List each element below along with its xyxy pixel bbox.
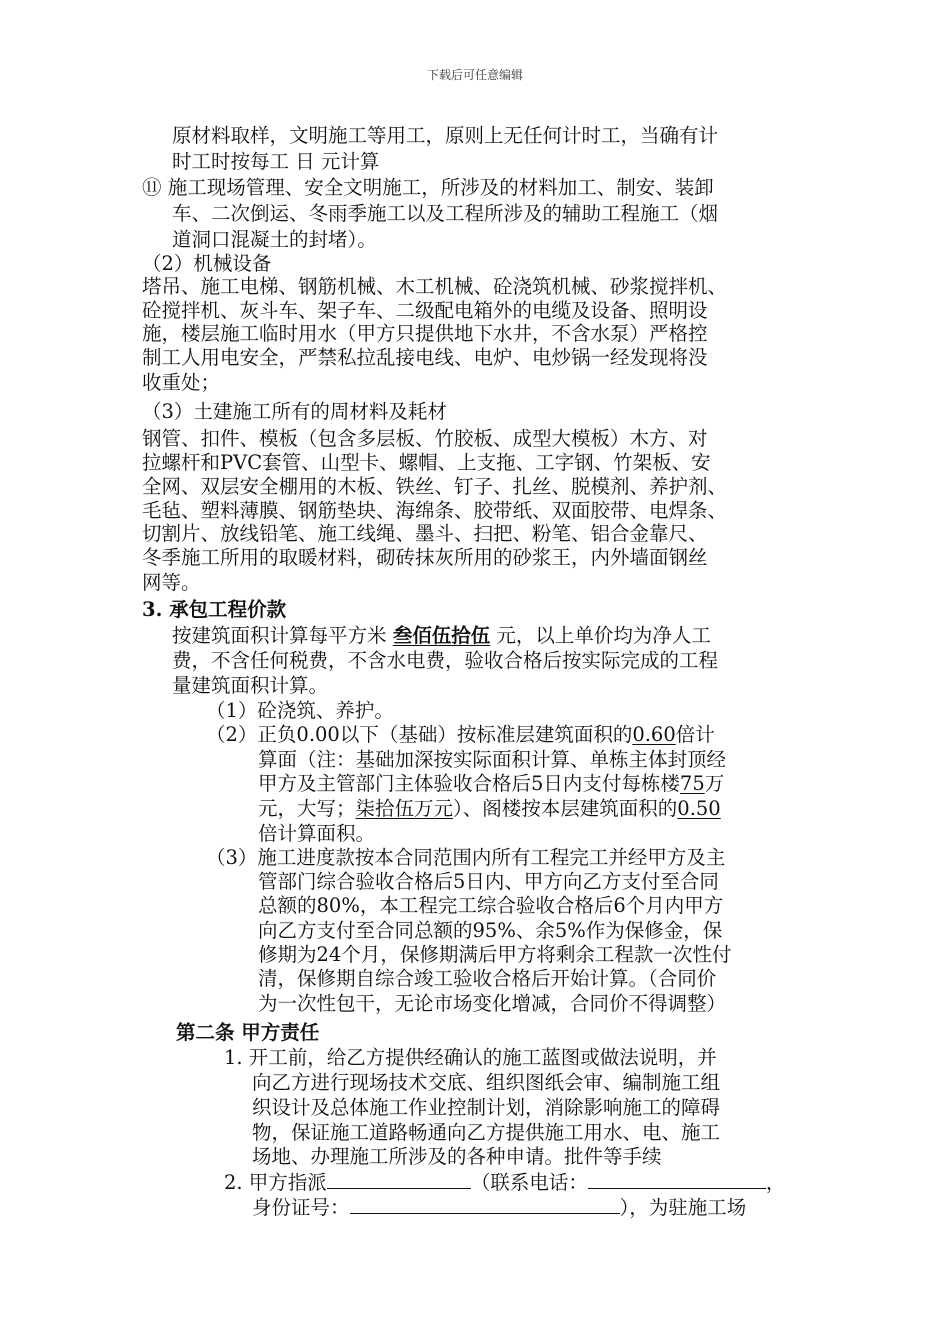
text-line: [258, 797, 721, 821]
text-span: 身份证号：: [252, 1196, 350, 1219]
page-header: 下载后可任意编辑: [426, 68, 523, 82]
text-line: （3）施工进度款按本合同范围内所有工程完工并经甲方及主: [206, 846, 726, 869]
text-line: 织设计及总体施工作业控制计划，消除影响施工的障碍: [252, 1096, 721, 1119]
text-line: [206, 723, 715, 747]
text-line: 量建筑面积计算。: [172, 674, 329, 697]
phone-blank: [588, 1170, 766, 1189]
text-line: 向乙方支付至合同总额的95%、余5%作为保修金，保: [258, 919, 723, 942]
text-line: [252, 1195, 746, 1220]
text-line: 清，保修期自综合竣工验收合格后开始计算。（合同价: [258, 967, 717, 990]
underlined-value: 柒拾伍万元: [355, 797, 454, 820]
text-line: 网等。: [142, 571, 201, 594]
text-line: 费，不含任何税费，不含水电费，验收合格后按实际完成的工程: [172, 649, 719, 672]
text-span: ）、阁楼按本层建筑面积的: [453, 797, 678, 820]
text-span: 万: [704, 772, 725, 795]
text-line: （3）土建施工所有的周材料及耗材: [142, 400, 447, 423]
text-span: 甲方及主管部门主体验收合格后5日内支付每栋楼: [258, 772, 680, 795]
text-span: （联系电话：: [470, 1171, 588, 1194]
text-line: 塔吊、施工电梯、钢筋机械、木工机械、砼浇筑机械、砂浆搅拌机、: [142, 275, 728, 298]
text-line: [224, 1170, 785, 1195]
text-line: 管部门综合验收合格后5日内、甲方向乙方支付至合同: [258, 870, 719, 893]
text-line: 毛毡、塑料薄膜、钢筋垫块、海绵条、胶带纸、双面胶带、电焊条、: [142, 499, 728, 522]
underlined-value: 0.50: [677, 797, 721, 820]
text-line: 场地、办理施工所涉及的各种申请。批件等手续: [252, 1145, 662, 1168]
text-line: [258, 772, 724, 796]
text-line: [172, 624, 711, 648]
text-span: 按建筑面积计算每平方米: [172, 624, 393, 647]
text-line: 物，保证施工道路畅通向乙方提供施工用水、电、施工: [252, 1121, 721, 1144]
text-line: 拉螺杆和PVC套管、山型卡、螺帽、上支拖、工字钢、竹架板、安: [142, 451, 711, 474]
text-span: 倍计: [675, 723, 715, 746]
underlined-value: 0.60: [632, 723, 676, 746]
text-line: 总额的80%，本工程完工综合验收合格后6个月内甲方: [258, 894, 724, 917]
text-span: 元，大写；: [258, 797, 356, 820]
text-line: 全网、双层安全棚用的木板、铁丝、钉子、扎丝、脱模剂、养护剂、: [142, 475, 728, 498]
representative-name-blank: [327, 1170, 471, 1189]
text-line: （2）机械设备: [142, 252, 272, 275]
text-line: （1）砼浇筑、养护。: [206, 699, 394, 722]
text-line: 算面（注：基础加深按实际面积计算、单栋主体封顶经: [258, 748, 727, 771]
article-heading: 第二条 甲方责任: [176, 1021, 320, 1044]
text-span: 2. 甲方指派: [224, 1171, 327, 1194]
text-line: 车、二次倒运、冬雨季施工以及工程所涉及的辅助工程施工（烟: [172, 202, 719, 225]
text-line: 为一次性包干，无论市场变化增减，合同价不得调整）: [258, 992, 727, 1015]
text-line: 施，楼层施工临时用水（甲方只提供地下水井，不含水泵）严格控: [142, 322, 708, 345]
text-line: 时工时按每工 日 元计算: [172, 150, 380, 173]
text-span: ），为驻施工场: [619, 1196, 747, 1219]
text-line: 制工人用电安全，严禁私拉乱接电线、电炉、电炒锅一经发现将没: [142, 346, 708, 369]
text-line: 砼搅拌机、灰斗车、架子车、二级配电箱外的电缆及设备、照明设: [142, 299, 708, 322]
text-line: 1. 开工前，给乙方提供经确认的施工蓝图或做法说明，并: [224, 1046, 717, 1069]
text-span: 元，以上单价均为净人工: [490, 624, 711, 647]
text-line: 修期为24个月，保修期满后甲方将剩余工程款一次性付: [258, 943, 732, 966]
underlined-value: 75: [679, 772, 705, 795]
text-line: 冬季施工所用的取暖材料，砌砖抹灰所用的砂浆王，内外墙面钢丝: [142, 546, 708, 569]
section-heading: 3. 承包工程价款: [142, 598, 287, 621]
text-line: 收重处；: [142, 371, 221, 394]
text-line: ⑪ 施工现场管理、安全文明施工，所涉及的材料加工、制安、装卸: [142, 176, 714, 199]
text-line: 倍计算面积。: [258, 822, 376, 845]
text-line: 切割片、放线铅笔、施工线绳、墨斗、扫把、粉笔、铝合金靠尺、: [142, 522, 708, 545]
id-number-blank: [350, 1195, 620, 1214]
text-span: ，: [765, 1171, 786, 1194]
price-amount: 叁佰伍拾伍: [392, 624, 491, 647]
text-line: 道洞口混凝土的封堵）。: [172, 228, 377, 251]
text-line: 原材料取样，文明施工等用工，原则上无任何计时工，当确有计: [172, 124, 719, 147]
text-line: 钢管、扣件、模板（包含多层板、竹胶板、成型大模板）木方、对: [142, 427, 708, 450]
text-line: 向乙方进行现场技术交底、组织图纸会审、编制施工组: [252, 1071, 721, 1094]
text-span: （2）正负0.00以下（基础）按标准层建筑面积的: [206, 723, 633, 746]
